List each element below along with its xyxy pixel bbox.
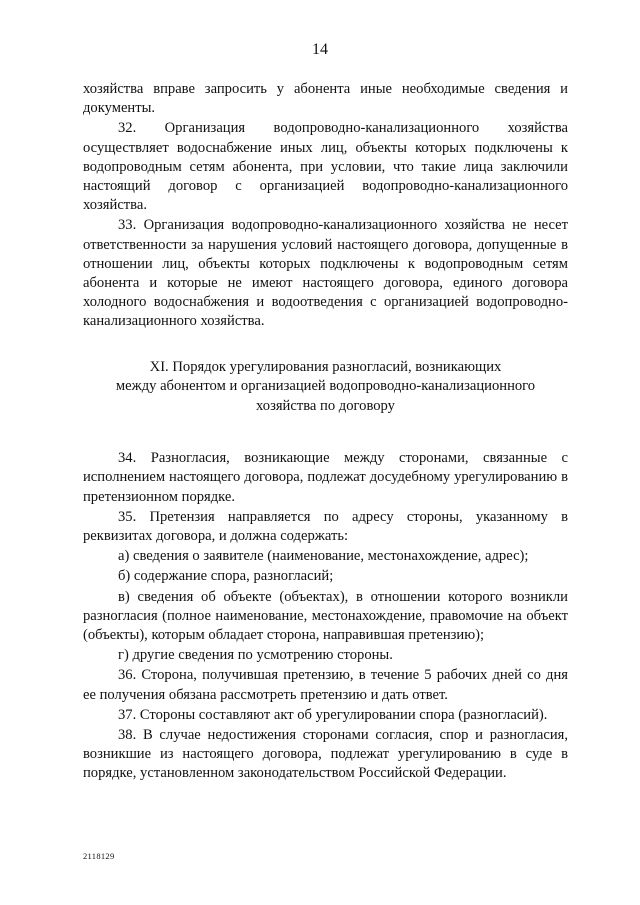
document-code: 2118129: [83, 851, 115, 861]
paragraph: 38. В случае недостижения сторонами согласия, спор и разногласия, возникшие из настоящего договора, подлежат урегулированию в суде в порядке, установленном законодательством Российской Федерации.: [83, 726, 568, 782]
paragraph: 34. Разногласия, возникающие между сторонами, связанные с исполнением настоящего договора, подлежат досудебному урегулированию в претензионном порядке.: [83, 450, 568, 505]
paragraph: г) другие сведения по усмотрению стороны.: [118, 647, 393, 664]
document-body: [83, 80, 568, 784]
paragraphs-after-section: [83, 449, 568, 783]
section-heading-line-2: между абонентом и организацией водопроводно-канализационного: [115, 378, 536, 395]
paragraph: хозяйства вправе запросить у абонента иные необходимые сведения и документы.: [83, 81, 568, 117]
paragraph: 33. Организация водопроводно-канализационного хозяйства не несет ответственности за нарушения условий настоящего договора, допущенные в отношении лиц, объекты которых подключены к водопроводным сетям абонента и которые не имеют настоящего договора, единого договора холодного водоснабжения и водоотведения с организацией водопроводно-канализационного хозяйства.: [83, 217, 568, 330]
paragraph: 32. Организация водопроводно-канализационного хозяйства осуществляет водоснабжение иных лиц, объекты которых подключены к водопроводным сетям абонента, при условии, что такие лица заключили настоящий договор с организацией водопроводно-канализационного хозяйства.: [83, 120, 568, 214]
section-heading-line-3: хозяйства по договору: [256, 397, 395, 414]
paragraphs-before-section: [83, 80, 568, 332]
section-heading: [83, 358, 568, 417]
paragraph: 36. Сторона, получившая претензию, в течение 5 рабочих дней со дня ее получения обязана рассмотреть претензию и дать ответ.: [83, 667, 568, 703]
page-number: 14: [312, 41, 328, 58]
paragraph: в) сведения об объекте (объектах), в отношении которого возникли разногласия (полное наименование, местонахождение, правомочие на объект (объекты), которым обладает сторона, направившая претензию);: [83, 588, 568, 643]
section-heading-line-1: XI. Порядок урегулирования разногласий, возникающих: [149, 358, 502, 375]
paragraph: б) содержание спора, разногласий;: [118, 568, 334, 585]
paragraph: а) сведения о заявителе (наименование, местонахождение, адрес);: [118, 548, 529, 565]
paragraph: 35. Претензия направляется по адресу стороны, указанному в реквизитах договора, и должна содержать:: [83, 508, 568, 544]
paragraph: 37. Стороны составляют акт об урегулировании спора (разногласий).: [118, 706, 548, 723]
